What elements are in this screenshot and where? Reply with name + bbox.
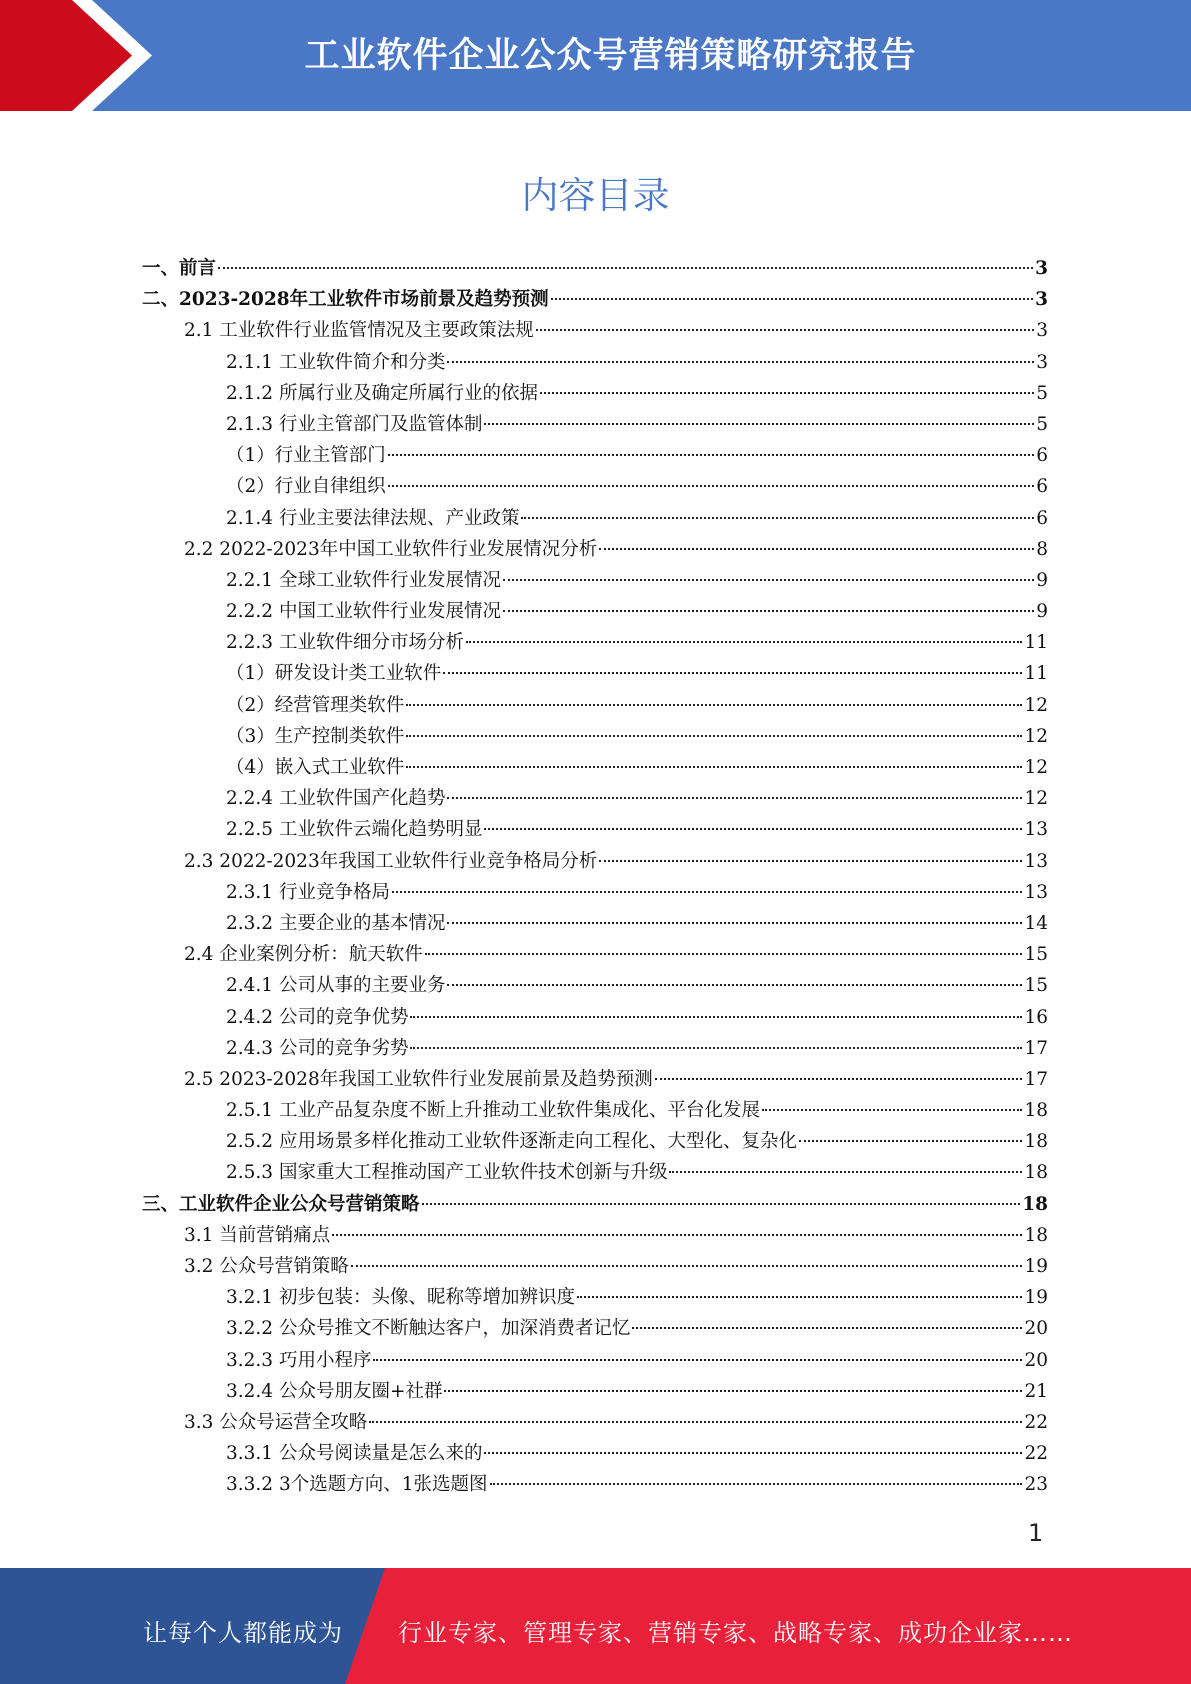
toc-dot-leader bbox=[392, 891, 1022, 893]
toc-entry-title: 2.5.1 工业产品复杂度不断上升推动工业软件集成化、平台化发展 bbox=[226, 1100, 760, 1122]
toc-dot-leader bbox=[388, 485, 1034, 487]
toc-entry-title: 2.1.4 行业主要法律法规、产业政策 bbox=[226, 507, 520, 529]
toc-entry-page: 15 bbox=[1024, 944, 1048, 966]
toc-dot-leader bbox=[466, 641, 1022, 643]
toc-dot-leader bbox=[484, 828, 1022, 830]
toc-entry[interactable] bbox=[142, 909, 1048, 940]
toc-entry-page: 16 bbox=[1024, 1006, 1048, 1028]
toc-entry[interactable] bbox=[142, 878, 1048, 909]
toc-entry-page: 9 bbox=[1036, 569, 1048, 591]
toc-entry-title: 2.5.2 应用场景多样化推动工业软件逐渐走向工程化、大型化、复杂化 bbox=[226, 1131, 797, 1153]
toc-dot-leader bbox=[447, 922, 1022, 924]
toc-entry-title: 2.4.3 公司的竞争劣势 bbox=[226, 1037, 409, 1059]
toc-entry-page: 13 bbox=[1024, 819, 1048, 841]
toc-entry-title: 2.3.2 主要企业的基本情况 bbox=[226, 912, 446, 934]
toc-entry[interactable] bbox=[142, 1158, 1048, 1189]
toc-entry-page: 18 bbox=[1022, 1193, 1048, 1215]
toc-entry[interactable] bbox=[142, 847, 1048, 878]
toc-dot-leader bbox=[503, 579, 1034, 581]
toc-entry-title: 2.2.5 工业软件云端化趋势明显 bbox=[226, 819, 483, 841]
toc-entry-title: 3.3.2 3个选题方向、1张选题图 bbox=[226, 1474, 488, 1496]
toc-entry[interactable] bbox=[142, 254, 1048, 285]
toc-entry-page: 18 bbox=[1024, 1100, 1048, 1122]
toc-entry-page: 13 bbox=[1024, 850, 1048, 872]
toc-entry-title: （4）嵌入式工业软件 bbox=[226, 757, 405, 778]
toc-entry-page: 11 bbox=[1024, 632, 1048, 654]
toc-dot-leader bbox=[410, 1016, 1022, 1018]
toc-entry-page: 17 bbox=[1024, 1037, 1048, 1059]
toc-dot-leader bbox=[577, 1296, 1022, 1298]
toc-dot-leader bbox=[599, 548, 1034, 550]
toc-entry[interactable] bbox=[142, 971, 1048, 1002]
toc-entry-page: 18 bbox=[1024, 1162, 1048, 1184]
toc-entry-page: 3 bbox=[1035, 289, 1048, 311]
toc-dot-leader bbox=[490, 1483, 1023, 1485]
toc-entry-title: 三、工业软件企业公众号营销策略 bbox=[142, 1193, 420, 1215]
toc-dot-leader bbox=[410, 1047, 1022, 1049]
toc-entry[interactable] bbox=[142, 597, 1048, 628]
toc-entry-page: 6 bbox=[1036, 445, 1048, 467]
toc-entry-page: 12 bbox=[1024, 725, 1048, 747]
toc-entry[interactable] bbox=[142, 784, 1048, 815]
toc-entry[interactable] bbox=[142, 753, 1048, 784]
toc-entry[interactable] bbox=[142, 1221, 1048, 1252]
toc-entry-title: 2.1.3 行业主管部门及监管体制 bbox=[226, 413, 483, 435]
toc-entry[interactable] bbox=[142, 285, 1048, 316]
toc-entry[interactable] bbox=[142, 316, 1048, 347]
toc-entry[interactable] bbox=[142, 1314, 1048, 1345]
toc-entry-title: （2）行业自律组织 bbox=[226, 476, 386, 498]
toc-dot-leader bbox=[551, 298, 1033, 300]
toc-dot-leader bbox=[447, 984, 1022, 986]
toc-entry[interactable] bbox=[142, 1127, 1048, 1158]
toc-dot-leader bbox=[484, 1452, 1022, 1454]
footer-slogan-left: 让每个人都能成为 bbox=[143, 1619, 343, 1647]
toc-entry-title: （2）经营管理类软件 bbox=[226, 694, 405, 716]
toc-entry-page: 5 bbox=[1036, 382, 1048, 404]
toc-entry[interactable] bbox=[142, 659, 1048, 690]
toc-entry-title: 2.2 2022-2023年中国工业软件行业发展情况分析 bbox=[184, 538, 598, 560]
toc-entry-title: 2.2.4 工业软件国产化趋势 bbox=[226, 788, 446, 810]
toc-dot-leader bbox=[599, 860, 1022, 862]
toc-entry-page: 3 bbox=[1036, 320, 1048, 342]
toc-entry[interactable] bbox=[142, 410, 1048, 441]
toc-entry-page: 3 bbox=[1035, 258, 1048, 279]
toc-dot-leader bbox=[536, 329, 1034, 331]
toc-dot-leader bbox=[447, 797, 1022, 799]
toc-entry[interactable] bbox=[142, 535, 1048, 566]
toc-entry[interactable] bbox=[142, 1283, 1048, 1314]
toc-entry[interactable] bbox=[142, 815, 1048, 846]
toc-entry-title: 2.5.3 国家重大工程推动国产工业软件技术创新与升级 bbox=[226, 1162, 668, 1184]
toc-entry-title: 2.4.1 公司从事的主要业务 bbox=[226, 975, 446, 997]
toc-entry[interactable] bbox=[142, 628, 1048, 659]
toc-entry-page: 12 bbox=[1024, 694, 1048, 716]
toc-entry-page: 14 bbox=[1024, 912, 1048, 934]
toc-entry[interactable] bbox=[142, 379, 1048, 410]
toc-dot-leader bbox=[484, 423, 1034, 425]
toc-heading: 内容目录 bbox=[521, 174, 670, 217]
toc-entry[interactable] bbox=[142, 691, 1048, 722]
toc-dot-leader bbox=[351, 1265, 1023, 1267]
toc-dot-leader bbox=[521, 517, 1034, 519]
toc-dot-leader bbox=[406, 735, 1022, 737]
toc-dot-leader bbox=[443, 672, 1022, 674]
toc-entry-page: 20 bbox=[1024, 1349, 1048, 1371]
toc-dot-leader bbox=[447, 361, 1034, 363]
toc-dot-leader bbox=[444, 1390, 1022, 1392]
toc-entry-title: 2.1.1 工业软件简介和分类 bbox=[226, 351, 446, 373]
toc-entry-page: 9 bbox=[1036, 601, 1048, 623]
toc-entry[interactable] bbox=[142, 1065, 1048, 1096]
toc-entry[interactable] bbox=[142, 441, 1048, 472]
toc-entry-page: 13 bbox=[1024, 881, 1048, 903]
toc-entry-page: 18 bbox=[1024, 1224, 1048, 1246]
footer-slogan-right: 行业专家、管理专家、营销专家、战略专家、成功企业家…… bbox=[398, 1619, 1073, 1647]
toc-entry-title: 3.3.1 公众号阅读量是怎么来的 bbox=[226, 1443, 483, 1465]
toc-entry-page: 19 bbox=[1024, 1256, 1048, 1277]
page-number: 1 bbox=[1028, 1519, 1044, 1547]
toc-dot-leader bbox=[503, 610, 1034, 612]
report-header-band bbox=[0, 0, 1191, 111]
toc-entry[interactable] bbox=[142, 1252, 1048, 1283]
toc-dot-leader bbox=[369, 1421, 1022, 1423]
toc-entry-title: 2.3.1 行业竞争格局 bbox=[226, 881, 390, 903]
toc-entry-title: 一、前言 bbox=[142, 258, 217, 279]
toc-entry-page: 12 bbox=[1024, 788, 1048, 810]
toc-dot-leader bbox=[655, 1078, 1023, 1080]
toc-dot-leader bbox=[373, 1359, 1022, 1361]
toc-dot-leader bbox=[406, 704, 1022, 706]
toc-entry-page: 12 bbox=[1024, 757, 1048, 778]
toc-entry-title: 2.4 企业案例分析：航天软件 bbox=[184, 944, 423, 966]
toc-entry-page: 15 bbox=[1024, 975, 1048, 997]
toc-dot-leader bbox=[406, 766, 1022, 768]
toc-entry-page: 21 bbox=[1024, 1380, 1048, 1402]
toc-entry-page: 22 bbox=[1024, 1411, 1048, 1433]
toc-entry-page: 8 bbox=[1036, 538, 1048, 560]
toc-entry-page: 19 bbox=[1024, 1287, 1048, 1309]
toc-entry-title: 3.2.4 公众号朋友圈+社群 bbox=[226, 1380, 443, 1402]
toc-entry-title: 2.4.2 公司的竞争优势 bbox=[226, 1006, 409, 1028]
toc-entry[interactable] bbox=[142, 348, 1048, 379]
report-title: 工业软件企业公众号营销策略研究报告 bbox=[304, 36, 917, 76]
toc-entry[interactable] bbox=[142, 472, 1048, 503]
toc-entry-title: 3.2.2 公众号推文不断触达客户，加深消费者记忆 bbox=[226, 1318, 631, 1340]
toc-entry[interactable] bbox=[142, 1439, 1048, 1470]
toc-entry[interactable] bbox=[142, 940, 1048, 971]
toc-entry-page: 23 bbox=[1024, 1474, 1048, 1496]
toc-entry-title: 2.1 工业软件行业监管情况及主要政策法规 bbox=[184, 320, 534, 342]
toc-entry-title: 2.3 2022-2023年我国工业软件行业竞争格局分析 bbox=[184, 850, 598, 872]
toc-dot-leader bbox=[425, 953, 1023, 955]
toc-entry-page: 6 bbox=[1036, 507, 1048, 529]
toc-entry[interactable] bbox=[142, 504, 1048, 535]
footer-band bbox=[0, 1568, 1191, 1684]
toc-entry-title: 2.5 2023-2028年我国工业软件行业发展前景及趋势预测 bbox=[184, 1068, 653, 1090]
toc-dot-leader bbox=[632, 1327, 1022, 1329]
toc-entry-title: 2.1.2 所属行业及确定所属行业的依据 bbox=[226, 382, 538, 404]
toc-dot-leader bbox=[218, 267, 1033, 269]
toc-entry-title: （1）研发设计类工业软件 bbox=[226, 663, 442, 685]
toc-entry-page: 18 bbox=[1024, 1131, 1048, 1153]
toc-dot-leader bbox=[540, 392, 1034, 394]
toc-entry-title: 3.2.1 初步包装：头像、昵称等增加辨识度 bbox=[226, 1287, 575, 1309]
toc-entry-page: 6 bbox=[1036, 476, 1048, 498]
toc-entry-title: 2.2.3 工业软件细分市场分析 bbox=[226, 632, 464, 654]
toc-entry-title: （3）生产控制类软件 bbox=[226, 725, 405, 747]
toc-entry[interactable] bbox=[142, 566, 1048, 597]
toc-entry-page: 3 bbox=[1036, 351, 1048, 373]
toc-entry[interactable] bbox=[142, 1190, 1048, 1221]
toc-dot-leader bbox=[422, 1203, 1021, 1205]
toc-entry-page: 20 bbox=[1024, 1318, 1048, 1340]
toc-entry[interactable] bbox=[142, 1003, 1048, 1034]
toc-entry-page: 22 bbox=[1024, 1443, 1048, 1465]
toc-entry-title: 3.2.3 巧用小程序 bbox=[226, 1349, 372, 1371]
table-of-contents bbox=[142, 254, 1048, 1502]
toc-entry[interactable] bbox=[142, 1346, 1048, 1377]
toc-entry-title: 3.1 当前营销痛点 bbox=[184, 1224, 331, 1246]
toc-entry[interactable] bbox=[142, 1034, 1048, 1065]
toc-dot-leader bbox=[799, 1140, 1022, 1142]
toc-entry-page: 17 bbox=[1024, 1068, 1048, 1090]
toc-entry[interactable] bbox=[142, 1096, 1048, 1127]
toc-entry[interactable] bbox=[142, 1377, 1048, 1408]
toc-entry-page: 11 bbox=[1024, 663, 1048, 685]
toc-entry-title: 3.2 公众号营销策略 bbox=[184, 1256, 349, 1277]
toc-entry[interactable] bbox=[142, 1408, 1048, 1439]
toc-entry-title: 2.2.1 全球工业软件行业发展情况 bbox=[226, 569, 501, 591]
toc-entry-title: （1）行业主管部门 bbox=[226, 445, 386, 467]
toc-entry[interactable] bbox=[142, 1470, 1048, 1501]
toc-entry[interactable] bbox=[142, 722, 1048, 753]
toc-entry-title: 3.3 公众号运营全攻略 bbox=[184, 1411, 368, 1433]
toc-dot-leader bbox=[669, 1171, 1022, 1173]
toc-entry-title: 二、2023-2028年工业软件市场前景及趋势预测 bbox=[142, 289, 549, 311]
toc-dot-leader bbox=[762, 1109, 1022, 1111]
toc-dot-leader bbox=[388, 454, 1034, 456]
toc-entry-title: 2.2.2 中国工业软件行业发展情况 bbox=[226, 601, 501, 623]
toc-dot-leader bbox=[332, 1234, 1022, 1236]
toc-entry-page: 5 bbox=[1036, 413, 1048, 435]
